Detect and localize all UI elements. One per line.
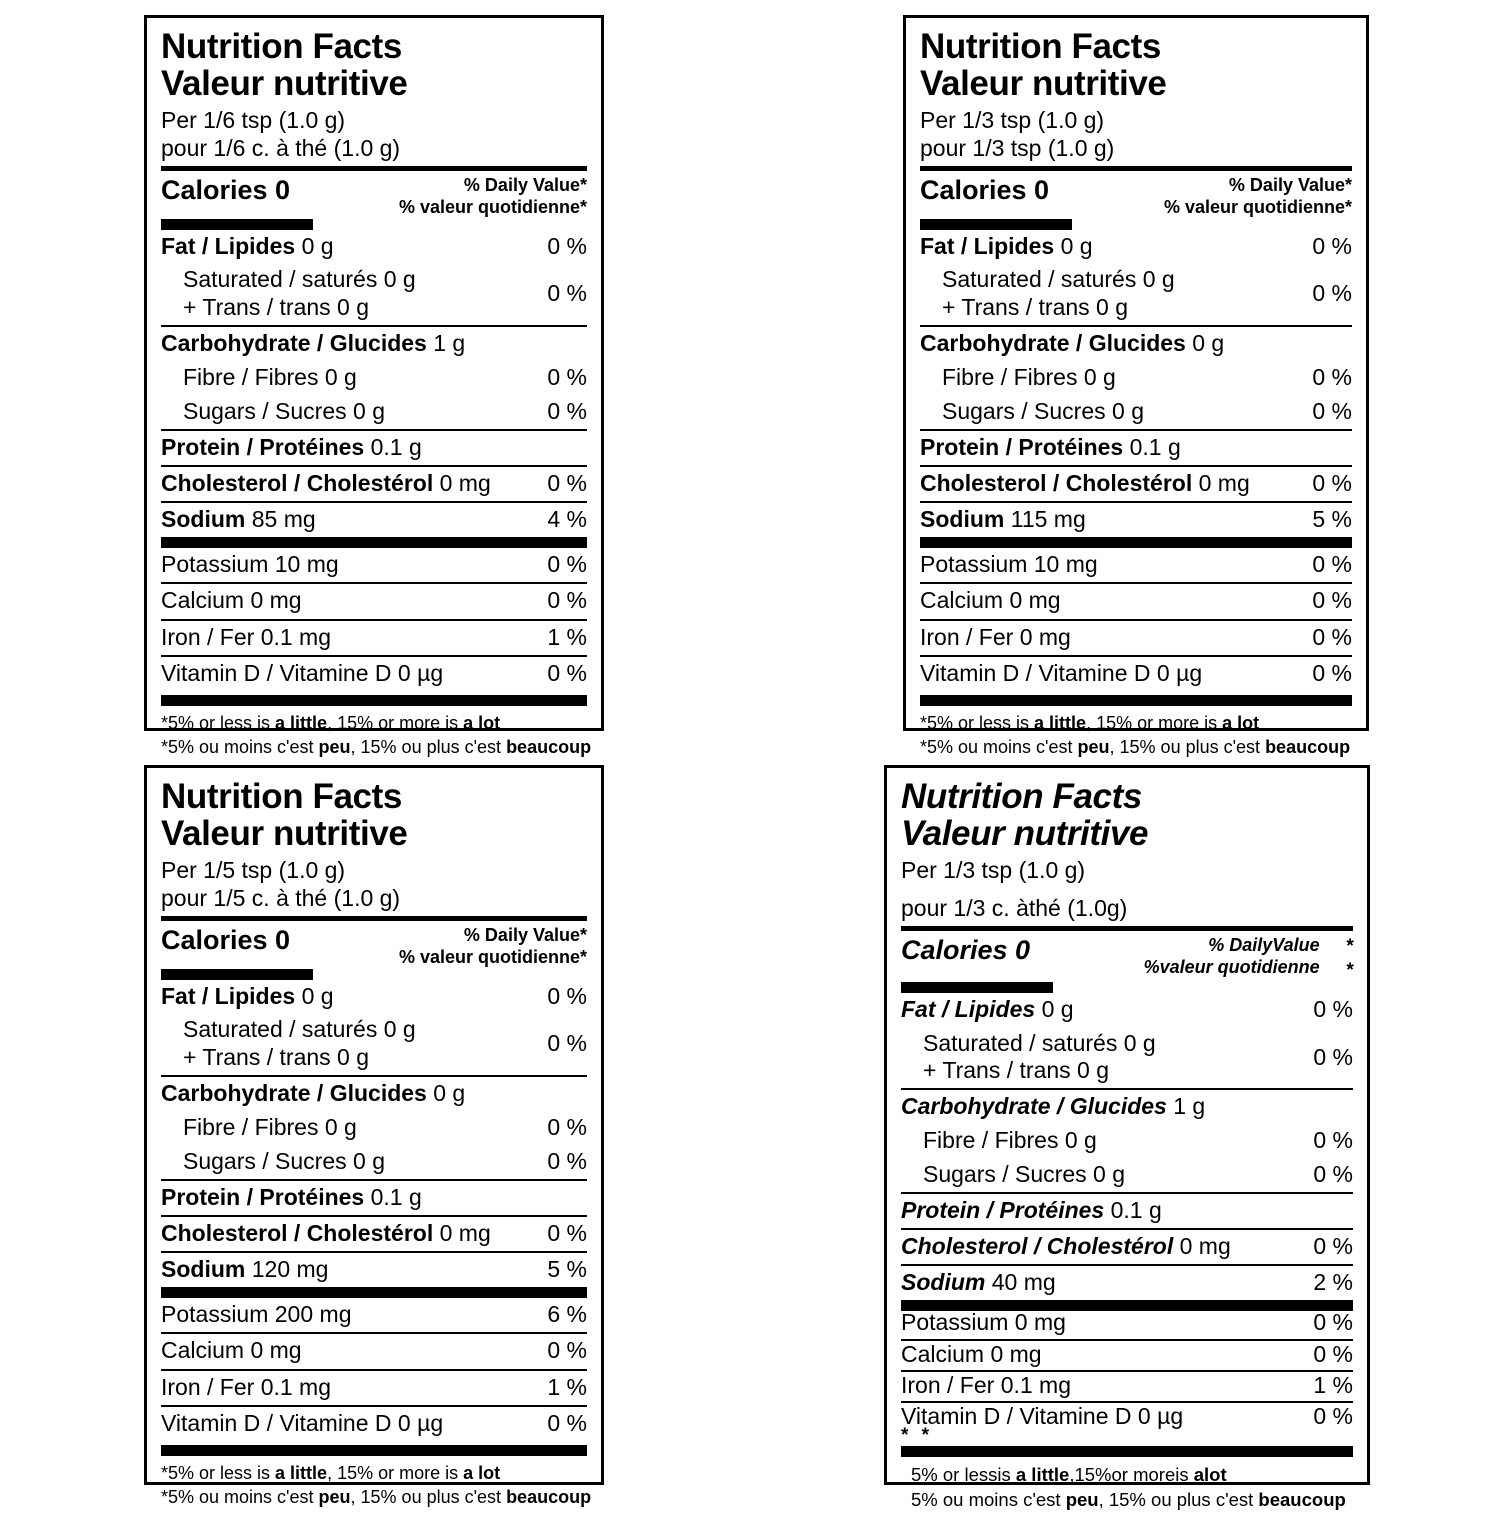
- row-iron: [161, 621, 587, 655]
- row-cholesterol: [901, 1230, 1353, 1264]
- daily-value-en: % Daily Value*: [463, 925, 587, 946]
- fibre-dv: 0 %: [1313, 1126, 1353, 1153]
- carb-name: Carbohydrate / Glucides: [161, 329, 427, 356]
- cholesterol-dv: 0 %: [1312, 470, 1352, 496]
- row-vitamin-d: [161, 657, 587, 691]
- fat-dv: 0 %: [1312, 233, 1352, 260]
- nutrition-facts-panel: [144, 765, 604, 1507]
- calcium-dv: 0 %: [1313, 1340, 1353, 1367]
- trans-line: + Trans / trans 0 g: [942, 293, 1129, 320]
- fat-amount: 0 g: [301, 233, 334, 260]
- saturated-trans-dv: 0 %: [547, 280, 587, 307]
- fibre-line: Fibre / Fibres 0 g: [942, 363, 1116, 390]
- calories-row: [901, 931, 1353, 982]
- calories-label: Calories 0: [920, 175, 1050, 206]
- row-sodium: [161, 503, 587, 537]
- footnote-fr: *5% ou moins c'est peu, 15% ou plus c'est beaucoup: [161, 736, 592, 757]
- row-fibre: [920, 361, 1352, 395]
- fibre-line: Fibre / Fibres 0 g: [923, 1126, 1097, 1153]
- row-iron: [920, 621, 1352, 655]
- iron-dv: 1 %: [547, 623, 587, 650]
- serving-size-fr: pour 1/6 c. à thé (1.0 g): [161, 135, 401, 162]
- carb-amount: 1 g: [433, 329, 466, 356]
- row-fat: [901, 993, 1353, 1027]
- serving-size-en: Per 1/6 tsp (1.0 g): [161, 107, 346, 134]
- panel-title-fr: Valeur nutritive: [920, 64, 1167, 104]
- row-iron: [161, 1371, 587, 1405]
- saturated-line: Saturated / saturés 0 g: [183, 266, 416, 293]
- cholesterol-dv: 0 %: [547, 470, 587, 496]
- row-calcium: [920, 584, 1352, 618]
- calories-row: [161, 171, 587, 219]
- cholesterol-dv: 0 %: [547, 1220, 587, 1246]
- divider-rule-thick: [161, 537, 587, 548]
- cholesterol-name: Cholesterol / Cholestérol: [161, 1220, 434, 1246]
- row-carbohydrate: [901, 1090, 1353, 1124]
- fat-amount: 0 g: [1060, 233, 1093, 260]
- row-sodium: [161, 1253, 587, 1287]
- carb-name: Carbohydrate / Glucides: [901, 1092, 1167, 1119]
- iron-line: Iron / Fer 0 mg: [920, 623, 1071, 650]
- row-sodium: [920, 503, 1352, 537]
- potassium-line: Potassium 10 mg: [920, 551, 1098, 578]
- serving-size-en: Per 1/3 tsp (1.0 g): [920, 107, 1105, 134]
- cholesterol-name: Cholesterol / Cholestérol: [920, 470, 1193, 496]
- row-fat: [920, 230, 1352, 264]
- divider-rule-thick: [920, 537, 1352, 548]
- carb-amount: 0 g: [1192, 329, 1225, 356]
- serving-size-fr: pour 1/5 c. à thé (1.0 g): [161, 885, 401, 912]
- daily-value-header: [399, 175, 587, 219]
- row-fibre: [901, 1124, 1353, 1158]
- fat-name: Fat / Lipides: [161, 233, 296, 260]
- fibre-line: Fibre / Fibres 0 g: [183, 363, 357, 390]
- vitamin-d-line: Vitamin D / Vitamine D 0 µg: [161, 1409, 444, 1436]
- panel-title-en: Nutrition Facts: [901, 777, 1142, 816]
- sodium-amount: 120 mg: [251, 1256, 329, 1283]
- protein-name: Protein / Protéines: [920, 433, 1124, 460]
- row-cholesterol: [161, 1217, 587, 1251]
- potassium-line: Potassium 0 mg: [901, 1309, 1066, 1336]
- potassium-line: Potassium 10 mg: [161, 551, 339, 578]
- footnote-en: *5% or less is a little, 15% or more is a lot: [161, 1462, 501, 1483]
- trans-line: + Trans / trans 0 g: [183, 1043, 370, 1070]
- row-fat: [161, 230, 587, 264]
- fat-name: Fat / Lipides: [920, 233, 1055, 260]
- row-potassium: [920, 548, 1352, 582]
- row-carbohydrate: [161, 1077, 587, 1111]
- row-fat: [161, 980, 587, 1014]
- panel-title-fr: Valeur nutritive: [901, 814, 1149, 854]
- footnote: [920, 706, 1352, 759]
- panel-title-en: Nutrition Facts: [161, 27, 402, 66]
- row-sugars: [161, 1145, 587, 1179]
- row-carbohydrate: [161, 327, 587, 361]
- iron-dv: 1 %: [547, 1373, 587, 1400]
- daily-value-en: % Daily Value*: [463, 175, 587, 196]
- vitamin-d-dv: 0 %: [547, 1409, 587, 1436]
- sugars-line: Sugars / Sucres 0 g: [183, 397, 385, 424]
- daily-value-en: % DailyValue: [1208, 935, 1320, 956]
- daily-value-en: % Daily Value*: [1228, 175, 1352, 196]
- fat-amount: 0 g: [1041, 996, 1074, 1023]
- potassium-dv: 0 %: [1312, 551, 1352, 578]
- footnote-fr: *5% ou moins c'est peu, 15% ou plus c'est beaucoup: [920, 736, 1351, 757]
- sugars-dv: 0 %: [547, 397, 587, 424]
- row-calcium: [901, 1341, 1353, 1369]
- serving-size-en: Per 1/5 tsp (1.0 g): [161, 857, 346, 884]
- row-vitamin-d: [901, 1403, 1353, 1431]
- calories-row: [920, 171, 1352, 219]
- carb-amount: 1 g: [1173, 1092, 1206, 1119]
- sugars-line: Sugars / Sucres 0 g: [942, 397, 1144, 424]
- calcium-dv: 0 %: [547, 587, 587, 614]
- divider-rule-thick: [161, 695, 587, 706]
- row-calcium: [161, 584, 587, 618]
- calcium-dv: 0 %: [547, 1337, 587, 1364]
- row-calcium: [161, 1334, 587, 1368]
- calcium-line: Calcium 0 mg: [901, 1340, 1042, 1367]
- cholesterol-name: Cholesterol / Cholestérol: [161, 470, 434, 496]
- carb-name: Carbohydrate / Glucides: [920, 329, 1186, 356]
- sugars-dv: 0 %: [547, 1147, 587, 1174]
- sugars-line: Sugars / Sucres 0 g: [183, 1147, 385, 1174]
- cholesterol-name: Cholesterol / Cholestérol: [901, 1233, 1174, 1260]
- vitamin-d-line: Vitamin D / Vitamine D 0 µg: [901, 1402, 1184, 1429]
- serving-size-en: Per 1/3 tsp (1.0 g): [901, 857, 1086, 884]
- cholesterol-amount: 0 mg: [1179, 1233, 1231, 1260]
- calcium-dv: 0 %: [1312, 587, 1352, 614]
- protein-amount: 0.1 g: [1129, 433, 1181, 460]
- sugars-dv: 0 %: [1313, 1160, 1353, 1187]
- calcium-line: Calcium 0 mg: [161, 587, 302, 614]
- nutrition-facts-panel: [884, 765, 1370, 1510]
- fat-dv: 0 %: [1313, 996, 1353, 1023]
- sodium-dv: 2 %: [1313, 1269, 1353, 1296]
- row-potassium: [161, 548, 587, 582]
- panel-title-fr: Valeur nutritive: [161, 64, 408, 104]
- divider-rule-thick: [161, 1445, 587, 1456]
- fibre-dv: 0 %: [547, 1113, 587, 1140]
- asterisk-en: *: [1345, 936, 1353, 958]
- daily-value-fr: % valeur quotidienne*: [398, 197, 587, 218]
- nutrition-facts-panel: [903, 15, 1369, 757]
- row-carbohydrate: [920, 327, 1352, 361]
- sugars-line: Sugars / Sucres 0 g: [923, 1160, 1125, 1187]
- row-protein: [161, 1181, 587, 1215]
- sodium-name: Sodium: [920, 506, 1005, 533]
- trans-line: + Trans / trans 0 g: [183, 293, 370, 320]
- fibre-dv: 0 %: [547, 363, 587, 390]
- daily-value-fr: % valeur quotidienne*: [1163, 197, 1352, 218]
- saturated-line: Saturated / saturés 0 g: [942, 266, 1175, 293]
- daily-value-header: [399, 925, 587, 969]
- row-sugars: [161, 395, 587, 429]
- carb-name: Carbohydrate / Glucides: [161, 1079, 427, 1106]
- fat-dv: 0 %: [547, 233, 587, 260]
- protein-amount: 0.1 g: [370, 433, 422, 460]
- daily-value-asterisks: [1346, 935, 1353, 982]
- row-protein: [920, 431, 1352, 465]
- protein-name: Protein / Protéines: [161, 1183, 365, 1210]
- row-vitamin-d: [161, 1407, 587, 1441]
- row-saturated-trans: [161, 264, 587, 324]
- fat-name: Fat / Lipides: [161, 983, 296, 1010]
- iron-line: Iron / Fer 0.1 mg: [901, 1371, 1072, 1398]
- calories-label: Calories 0: [901, 935, 1031, 966]
- row-potassium: [161, 1298, 587, 1332]
- fat-name: Fat / Lipides: [901, 996, 1036, 1023]
- daily-value-fr: %valeur quotidienne: [1143, 957, 1320, 978]
- panel-title-fr: Valeur nutritive: [161, 814, 408, 854]
- fibre-line: Fibre / Fibres 0 g: [183, 1113, 357, 1140]
- sodium-name: Sodium: [161, 1256, 246, 1283]
- footnote-asterisks: * *: [901, 1424, 934, 1446]
- protein-amount: 0.1 g: [1110, 1197, 1162, 1224]
- row-vitamin-d: [920, 657, 1352, 691]
- cholesterol-amount: 0 mg: [439, 470, 491, 496]
- footnote-en: 5% or lessis a little,15%or moreis alot: [911, 1464, 1227, 1486]
- trans-line: + Trans / trans 0 g: [923, 1057, 1110, 1084]
- panel-title-en: Nutrition Facts: [161, 777, 402, 816]
- sodium-name: Sodium: [161, 506, 246, 533]
- daily-value-fr: % valeur quotidienne*: [398, 947, 587, 968]
- row-cholesterol: [920, 467, 1352, 501]
- cholesterol-dv: 0 %: [1313, 1233, 1353, 1260]
- cholesterol-amount: 0 mg: [1198, 470, 1250, 496]
- iron-dv: 1 %: [1313, 1371, 1353, 1398]
- carb-amount: 0 g: [433, 1079, 466, 1106]
- iron-line: Iron / Fer 0.1 mg: [161, 1373, 332, 1400]
- row-fibre: [161, 361, 587, 395]
- potassium-dv: 0 %: [547, 551, 587, 578]
- footnote-en: *5% or less is a little, 15% or more is a lot: [161, 712, 501, 733]
- fibre-dv: 0 %: [1312, 363, 1352, 390]
- footnote: [161, 1456, 592, 1509]
- row-fibre: [161, 1111, 587, 1145]
- sodium-amount: 40 mg: [991, 1269, 1056, 1296]
- footnote-fr: *5% ou moins c'est peu, 15% ou plus c'est beaucoup: [161, 1486, 592, 1507]
- row-protein: [901, 1194, 1353, 1228]
- row-iron: [901, 1372, 1353, 1400]
- calcium-line: Calcium 0 mg: [920, 587, 1061, 614]
- potassium-line: Potassium 200 mg: [161, 1301, 352, 1328]
- divider-rule-thick: [901, 1446, 1353, 1457]
- row-saturated-trans: [901, 1028, 1353, 1088]
- row-protein: [161, 431, 587, 465]
- protein-amount: 0.1 g: [370, 1183, 422, 1210]
- potassium-dv: 6 %: [547, 1301, 587, 1328]
- calories-underbar: [161, 969, 313, 980]
- serving-size-fr: pour 1/3 tsp (1.0 g): [920, 135, 1115, 162]
- saturated-line: Saturated / saturés 0 g: [183, 1016, 416, 1043]
- row-saturated-trans: [161, 1014, 587, 1074]
- protein-name: Protein / Protéines: [901, 1197, 1105, 1224]
- saturated-trans-dv: 0 %: [547, 1030, 587, 1057]
- calories-underbar: [920, 219, 1072, 230]
- row-saturated-trans: [920, 264, 1352, 324]
- protein-name: Protein / Protéines: [161, 433, 365, 460]
- sugars-dv: 0 %: [1312, 397, 1352, 424]
- sodium-dv: 4 %: [547, 506, 587, 533]
- saturated-trans-dv: 0 %: [1313, 1043, 1353, 1070]
- panel-title-en: Nutrition Facts: [920, 27, 1161, 66]
- vitamin-d-dv: 0 %: [547, 659, 587, 686]
- iron-line: Iron / Fer 0.1 mg: [161, 623, 332, 650]
- row-potassium: [901, 1309, 1353, 1337]
- daily-value-header: [1164, 175, 1352, 219]
- sodium-dv: 5 %: [547, 1256, 587, 1283]
- footnote-fr: 5% ou moins c'est peu, 15% ou plus c'est beaucoup: [911, 1488, 1346, 1510]
- sodium-amount: 115 mg: [1010, 506, 1086, 533]
- saturated-trans-dv: 0 %: [1312, 280, 1352, 307]
- nutrition-facts-panel: [144, 15, 604, 757]
- fat-amount: 0 g: [301, 983, 334, 1010]
- row-cholesterol: [161, 467, 587, 501]
- daily-value-header: [1144, 935, 1353, 982]
- row-sugars: [901, 1158, 1353, 1192]
- calories-row: [161, 921, 587, 969]
- vitamin-d-line: Vitamin D / Vitamine D 0 µg: [920, 659, 1203, 686]
- cholesterol-amount: 0 mg: [439, 1220, 491, 1246]
- potassium-dv: 0 %: [1313, 1309, 1353, 1336]
- calcium-line: Calcium 0 mg: [161, 1337, 302, 1364]
- sodium-name: Sodium: [901, 1269, 986, 1296]
- serving-size-fr: pour 1/3 c. àthé (1.0g): [901, 895, 1128, 922]
- sodium-amount: 85 mg: [251, 506, 316, 533]
- calories-underbar: [901, 982, 1053, 993]
- calories-label: Calories 0: [161, 175, 291, 206]
- calories-underbar: [161, 219, 313, 230]
- fat-dv: 0 %: [547, 983, 587, 1010]
- footnote: [161, 706, 592, 759]
- footnote: [901, 1457, 1353, 1513]
- row-sugars: [920, 395, 1352, 429]
- vitamin-d-dv: 0 %: [1312, 659, 1352, 686]
- vitamin-d-line: Vitamin D / Vitamine D 0 µg: [161, 659, 444, 686]
- asterisk-fr: *: [1345, 959, 1353, 981]
- saturated-line: Saturated / saturés 0 g: [923, 1029, 1156, 1056]
- vitamin-d-dv: 0 %: [1313, 1402, 1353, 1429]
- iron-dv: 0 %: [1312, 623, 1352, 650]
- sodium-dv: 5 %: [1312, 506, 1352, 533]
- divider-rule-thick: [920, 695, 1352, 706]
- footnote-en: *5% or less is a little, 15% or more is a lot: [920, 712, 1260, 733]
- row-sodium: [901, 1266, 1353, 1300]
- calories-label: Calories 0: [161, 925, 291, 956]
- divider-rule-thick: [161, 1287, 587, 1298]
